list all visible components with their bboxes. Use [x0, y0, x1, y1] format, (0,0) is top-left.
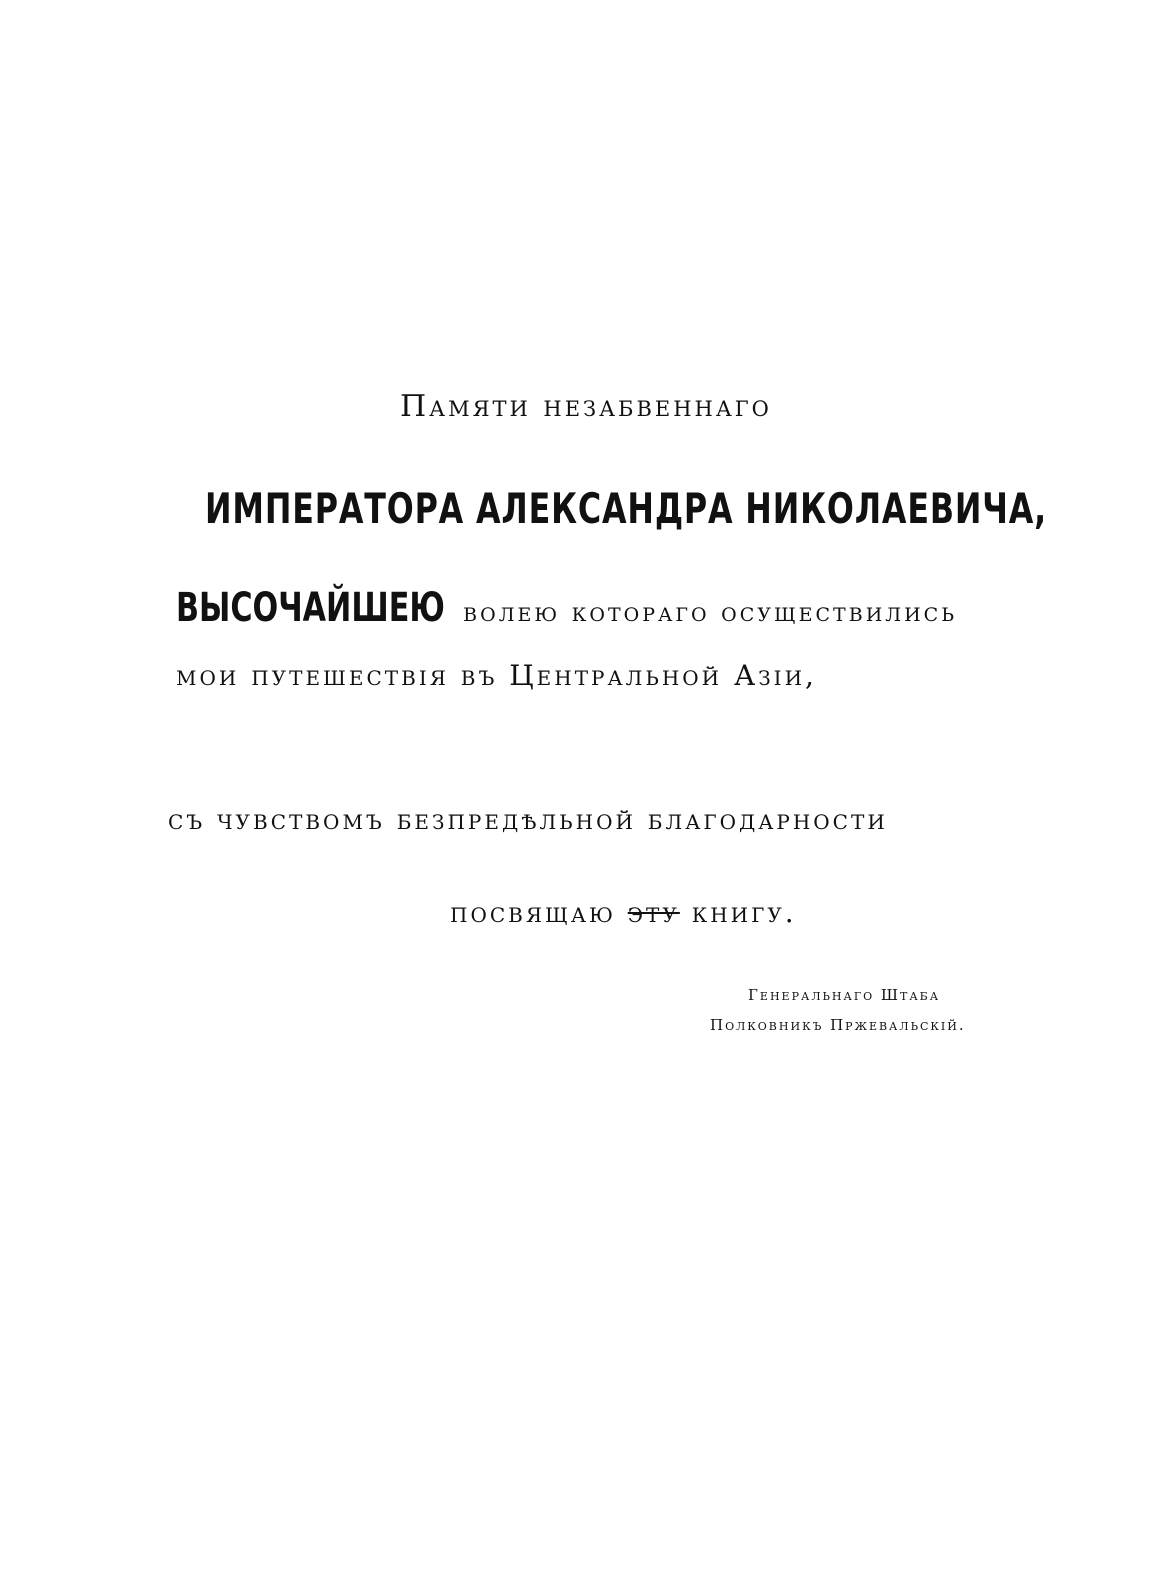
dedication-word-dedicate: посвящаю [450, 896, 616, 929]
dedication-line-dedicate [450, 896, 797, 929]
signature-rank: Генеральнаго Штаба [748, 986, 941, 1004]
dedication-line-travels: мои путешествія въ Центральной Азіи, [176, 659, 817, 692]
dedication-emphasis-word: ВЫСОЧАЙШЕЮ [176, 585, 445, 631]
dedication-word-this: эту [627, 896, 680, 929]
dedication-line-will [176, 585, 958, 631]
dedication-line-will-rest: волею котораго осуществились [463, 597, 958, 628]
dedication-line-gratitude: съ чувствомъ безпредѣльной благодарности [168, 803, 888, 836]
dedication-line-memory: Памяти незабвеннаго [400, 389, 772, 424]
signature-name: Полковникъ Пржевальскій. [710, 1016, 966, 1034]
dedication-word-book: книгу. [691, 896, 797, 929]
dedication-line-emperor: ИМПЕРАТОРА АЛЕКСАНДРА НИКОЛАЕВИЧА, [205, 484, 1048, 533]
